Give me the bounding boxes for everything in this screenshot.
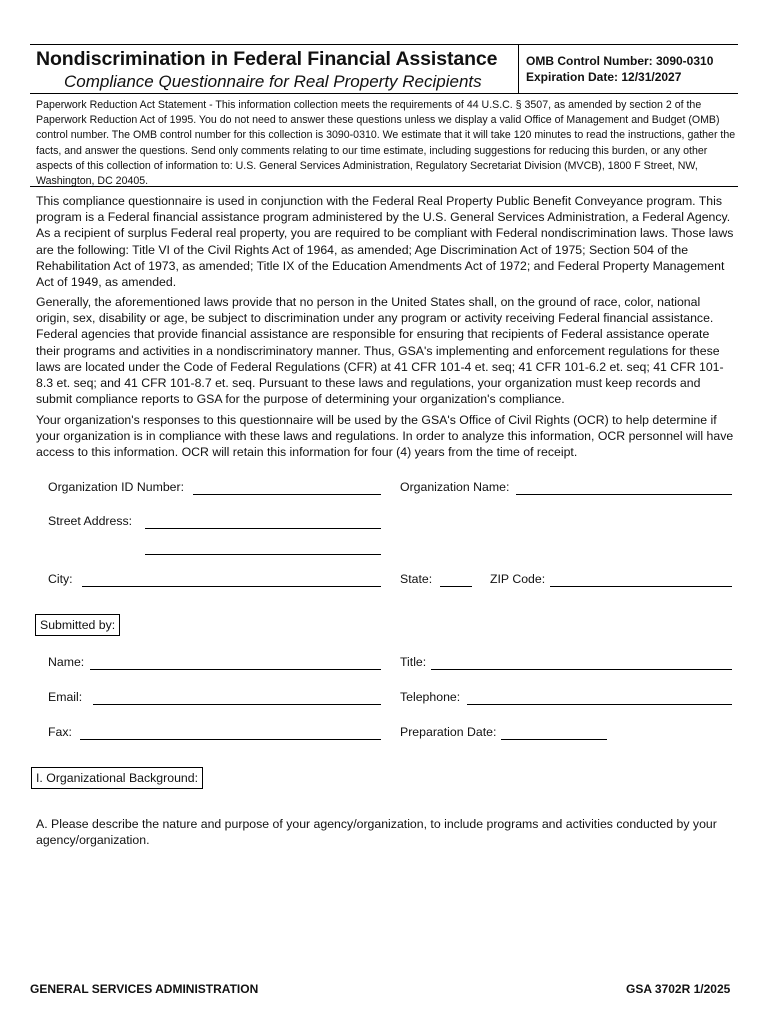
org-name-field[interactable] [516, 494, 732, 495]
ocr-paragraph: Your organization's responses to this questionnaire will be used by the GSA's Office of Civil Rights (OCR) to help determine if your organization is in compliance with these laws and regulations. In order to analyze this information, OCR personnel will have access to this information. OCR will retain this information for four (4) years from the time of receipt. [36, 413, 734, 460]
footer-agency: GENERAL SERVICES ADMINISTRATION [30, 982, 259, 996]
section-1-heading: I. Organizational Background: [31, 767, 203, 789]
form-subtitle: Compliance Questionnaire for Real Property Recipients [64, 72, 482, 91]
org-name-label: Organization Name: [400, 480, 510, 494]
header-title-box [30, 45, 519, 93]
question-a: A. Please describe the nature and purpose of your agency/organization, to include programs and activities conducted by your agency/organization. [36, 817, 717, 848]
street-address-field[interactable] [145, 528, 381, 529]
submitted-by-heading: Submitted by: [35, 614, 120, 636]
street-address-line2-field[interactable] [145, 554, 381, 555]
form-title: Nondiscrimination in Federal Financial Assistance [36, 48, 498, 70]
omb-info [526, 53, 713, 85]
email-label: Email: [48, 690, 83, 704]
telephone-label: Telephone: [400, 690, 461, 704]
state-label: State: [400, 572, 433, 586]
city-label: City: [48, 572, 73, 586]
state-field[interactable] [440, 586, 472, 587]
intro-paragraph: This compliance questionnaire is used in conjunction with the Federal Real Property Public Benefit Conveyance program. This program is a Federal financial assistance program administered by the U.S. General Services Administration, a Federal Agency. As a recipient of surplus Federal real property, you are required to be compliant with Federal nondiscrimination laws. Those laws are the following: Title VI of the Civil Rights Act of 1964, as amended; Age Discrimination Act of 1975; Section 504 of the Rehabilitation Act of 1973, as amended; Title IX of the Education Amendments Act of 1972; and Federal Property Management Act of 1949, as amended. [36, 194, 734, 290]
email-field[interactable] [93, 704, 381, 705]
divider [30, 186, 738, 187]
prep-date-field[interactable] [501, 739, 607, 740]
paperwork-statement: Paperwork Reduction Act Statement - This information collection meets the requirements of 44 U.S.C. § 3507, as amended by section 2 of the Paperwork Reduction Act of 1995. You do not need to answer these questions unless we display a valid Office of Management and Budget (OMB) control number. The OMB control number for this collection is 3090-0310. We estimate that it will take 120 minutes to read the instructions, gather the facts, and answer the questions. Send only comments relating to our time estimate, including suggestions for reducing this burden, or any other aspects of this collection of information to: U.S. General Services Administration, Regulatory Secretariat Division (MVCB), 1800 F Street, NW, Washington, DC 20405. [36, 99, 736, 188]
name-label: Name: [48, 655, 85, 669]
zip-field[interactable] [550, 586, 732, 587]
zip-label: ZIP Code: [490, 572, 546, 586]
prep-date-label: Preparation Date: [400, 725, 497, 739]
laws-paragraph: Generally, the aforementioned laws provide that no person in the United States shall, on the ground of race, color, national origin, sex, disability or age, be subject to discrimination under any program or activity receiving Federal financial assistance. Federal agencies that provide financial assistance are responsible for ensuring that recipients of Federal assistance operate their programs and activities in a nondiscriminatory manner. Thus, GSA's implementing and enforcement regulations for these laws are located under the Code of Federal Regulations (CFR) at 41 CFR 101-4 et. seq; 41 CFR 101-6.2 et. seq; 41 CFR 101-8.3 et. seq; and 41 CFR 101-8.7 et. seq. Pursuant to these laws and regulations, your organization must keep records and submit compliance reports to GSA for the purpose of determining your organization's compliance. [36, 295, 724, 407]
city-field[interactable] [82, 586, 381, 587]
fax-label: Fax: [48, 725, 72, 739]
omb-control-number: OMB Control Number: 3090-0310 [526, 54, 714, 68]
form-header [30, 44, 738, 94]
expiration-date: Expiration Date: 12/31/2027 [526, 70, 682, 84]
fax-field[interactable] [80, 739, 381, 740]
telephone-field[interactable] [467, 704, 732, 705]
question-a-answer-area[interactable] [36, 852, 736, 962]
footer-form-id: GSA 3702R 1/2025 [626, 982, 731, 996]
name-field[interactable] [90, 669, 381, 670]
org-id-field[interactable] [193, 494, 381, 495]
street-address-label: Street Address: [48, 514, 133, 528]
org-id-label: Organization ID Number: [48, 480, 185, 494]
title-label: Title: [400, 655, 427, 669]
title-field[interactable] [431, 669, 732, 670]
